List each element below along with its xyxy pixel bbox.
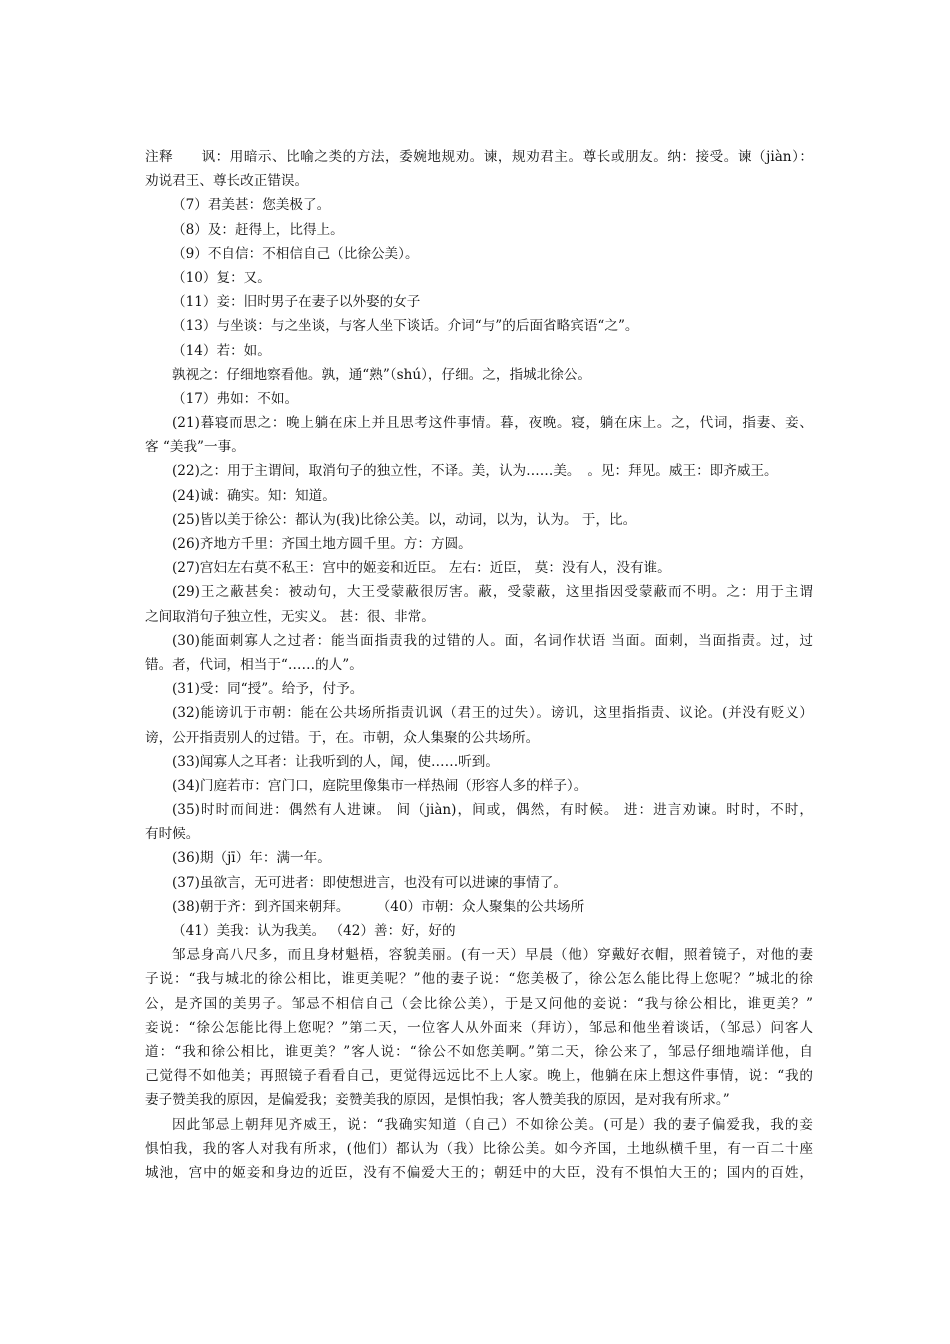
text-line: 客 “美我”一事。 [145, 439, 245, 456]
text-line: 注释 讽：用暗示、比喻之类的方法，委婉地规劝。谏，规劝君主。尊长或朋友。纳：接受。谏（jiàn）： [145, 149, 813, 165]
text-line: （10）复：又。 [172, 269, 271, 286]
text-line: （8）及：赶得上，比得上。 [172, 221, 344, 238]
text-line: (26)齐地方千里：齐国土地方圆千里。方：方圆。 [172, 536, 472, 552]
text-line: （41）美我：认为我美。 （42）善：好，好的 [172, 923, 456, 939]
text-line: (34)门庭若市：宫门口，庭院里像集市一样热闹（形容人多的样子）。 [172, 777, 588, 794]
text-line: (30)能面刺寡人之过者：能当面指责我的过错的人。面，名词作状语 当面。面刺，当面指责。过，过 [172, 632, 813, 649]
text-line: （11）妾：旧时男子在妻子以外娶的女子 [172, 294, 421, 311]
text-line: (25)皆以美于徐公：都认为(我)比徐公美。以，动词，以为，认为。 于，比。 [172, 511, 637, 528]
text-line: 因此邹忌上朝拜见齐威王，说：“我确实知道（自己）不如徐公美。(可是）我的妻子偏爱我，我的妾 [172, 1116, 813, 1133]
text-line: 城池，宫中的姬妾和身边的近臣，没有不偏爱大王的；朝廷中的大臣，没有不惧怕大王的；国内的百姓， [145, 1164, 813, 1181]
text-line: 错。者，代词，相当于“……的人”。 [145, 656, 363, 673]
text-line: 孰视之：仔细地察看他。孰，通“熟”（shú），仔细。之，指城北徐公。 [172, 366, 592, 383]
text-line: 公，是齐国的美男子。邹忌不相信自己（会比徐公美），于是又问他的妾说：“我与徐公相比，谁更美？” [145, 995, 813, 1012]
text-line: (21)暮寝而思之：晚上躺在床上并且思考这件事情。暮，夜晚。寝，躺在床上。之，代词，指妻、妾、 [172, 415, 813, 432]
text-line: 道：“我和徐公相比，谁更美？”客人说：“徐公不如您美啊。”第二天，徐公来了，邹忌仔细地端详他，自 [145, 1043, 813, 1060]
text-line: 己觉得不如他美；再照镜子看看自己，更觉得远远比不上人家。晚上，他躺在床上想这件事情，说：“我的 [145, 1068, 813, 1085]
text-line: (37)虽欲言，无可进者：即使想进言，也没有可以进谏的事情了。 [172, 874, 567, 891]
text-line: (24)诚：确实。知：知道。 [172, 487, 336, 504]
text-line: (35)时时而间进：偶然有人进谏。 间（jiàn)，间或，偶然，有时候。 进：进言劝谏。时时，不时， [172, 802, 813, 819]
text-line: 邹忌身高八尺多，而且身材魁梧，容貌美丽。(有一天）早晨（他）穿戴好衣帽，照着镜子，对他的妻 [172, 947, 813, 964]
text-line: （14）若：如。 [172, 342, 271, 359]
text-line: 劝说君王、尊长改正错误。 [145, 173, 309, 190]
text-line: 之间取消句子独立性，无实义。 甚：很、非常。 [145, 608, 435, 625]
text-line: (27)宫妇左右莫不私王：宫中的姬妾和近臣。 左右：近臣， 莫：没有人，没有谁。 [172, 560, 671, 577]
text-line: 惧怕我，我的客人对我有所求，(他们）都认为（我）比徐公美。如今齐国，土地纵横千里，有一百二十座 [145, 1140, 813, 1157]
text-line: (22)之：用于主谓间，取消句子的独立性，不译。美，认为……美。 。见：拜见。威王：即齐威王。 [172, 463, 778, 480]
text-line: 妻子赞美我的原因，是偏爱我；妾赞美我的原因，是惧怕我；客人赞美我的原因，是对我有所求。” [145, 1092, 730, 1109]
text-line: (33)闻寡人之耳者：让我听到的人，闻，使……听到。 [172, 753, 499, 770]
text-line: 有时候。 [145, 826, 200, 843]
text-line: 妾说：“徐公怎能比得上您呢？”第二天，一位客人从外面来（拜访），邹忌和他坐着谈话，（邹忌）问客人 [145, 1019, 813, 1036]
text-line: （17）弗如：不如。 [172, 390, 299, 407]
text-line: (31)受：同“授”。给予，付予。 [172, 681, 364, 698]
text-line: （13）与坐谈：与之坐谈，与客人坐下谈话。介词“与”的后面省略宾语“之”。 [172, 318, 639, 335]
text-line: (32)能谤讥于市朝：能在公共场所指责讥讽（君王的过失）。谤讥，这里指指责、议论。(并没有贬义） [172, 705, 813, 722]
document-body [145, 145, 813, 1185]
text-line: 子说：“我与城北的徐公相比，谁更美呢？”他的妻子说：“您美极了，徐公怎么能比得上您呢？”城北的徐 [145, 971, 813, 988]
text-line: (36)期（jī）年：满一年。 [172, 850, 331, 867]
text-line: （7）君美甚：您美极了。 [172, 197, 331, 214]
text-line: （9）不自信：不相信自己（比徐公美）。 [172, 245, 419, 262]
text-line: 谤，公开指责别人的过错。于，在。市朝，众人集聚的公共场所。 [145, 729, 540, 746]
text-line: (38)朝于齐：到齐国来朝拜。 （40）市朝：众人聚集的公共场所 [172, 898, 585, 915]
text-line: (29)王之蔽甚矣：被动句，大王受蒙蔽很厉害。蔽，受蒙蔽，这里指因受蒙蔽而不明。之：用于主谓 [172, 584, 813, 601]
